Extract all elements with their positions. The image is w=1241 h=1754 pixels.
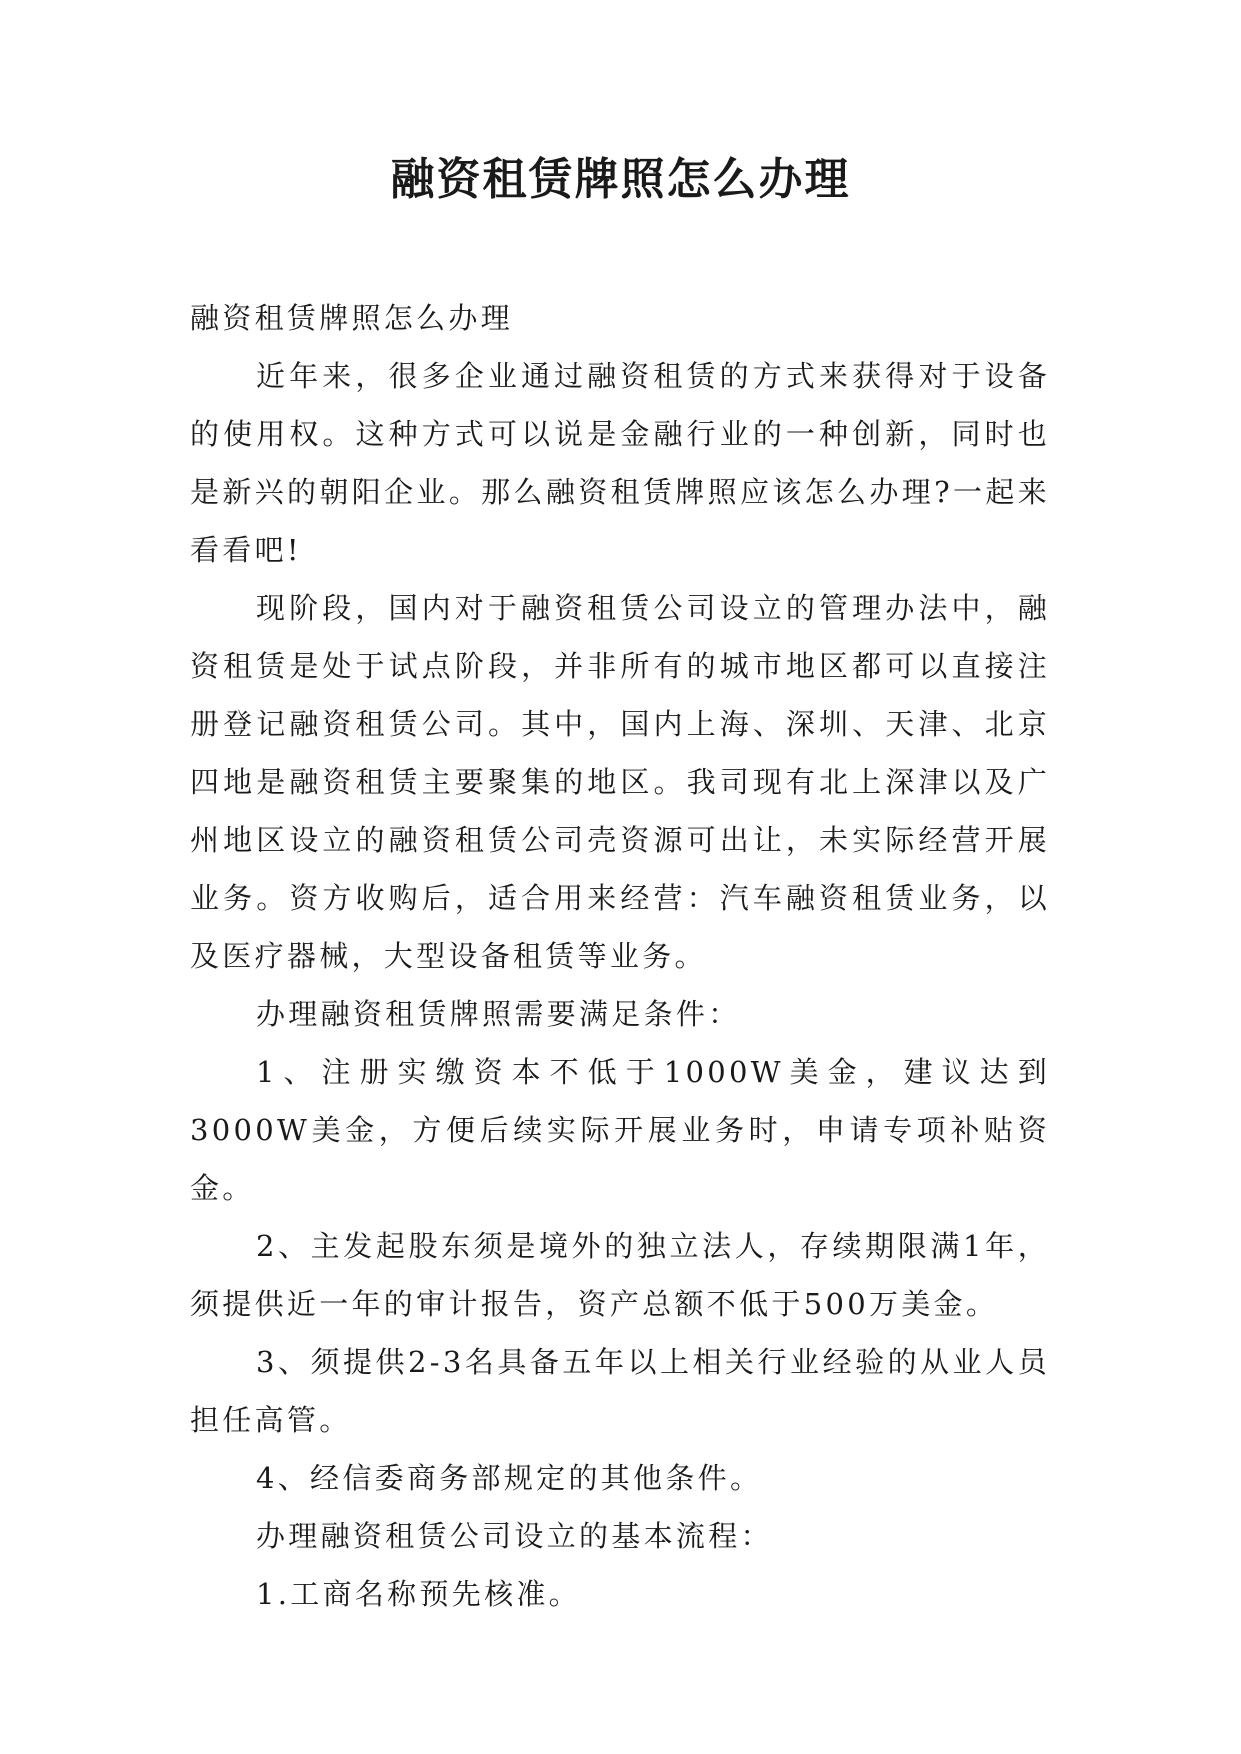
condition-item-4: 4、经信委商务部规定的其他条件。 xyxy=(256,1461,763,1495)
condition-item-2: 2、主发起股东须是境外的独立法人，存续期限满1年，须提供近一年的审计报告，资产总额不低于500万美金。 xyxy=(190,1229,1050,1321)
background-paragraph: 现阶段，国内对于融资租赁公司设立的管理办法中，融资租赁是处于试点阶段，并非所有的城市地区都可以直接注册登记融资租赁公司。其中，国内上海、深圳、天津、北京四地是融资租赁主要聚集的地区。我司现有北上深津以及广州地区设立的融资租赁公司壳资源可出让，未实际经营开展业务。资方收购后，适合用来经营：汽车融资租赁业务，以及医疗器械，大型设备租赁等业务。 xyxy=(190,591,1050,973)
process-heading: 办理融资租赁公司设立的基本流程： xyxy=(256,1519,773,1553)
intro-paragraph: 近年来，很多企业通过融资租赁的方式来获得对于设备的使用权。这种方式可以说是金融行业的一种创新，同时也是新兴的朝阳企业。那么融资租赁牌照应该怎么办理?一起来看看吧! xyxy=(190,359,1050,567)
condition-item-1: 1、注册实缴资本不低于1000W美金，建议达到3000W美金，方便后续实际开展业务时，申请专项补贴资金。 xyxy=(190,1055,1050,1205)
document-title: 融资租赁牌照怎么办理 xyxy=(390,154,851,205)
subtitle-paragraph: 融资租赁牌照怎么办理 xyxy=(190,301,514,335)
document-body xyxy=(190,289,1050,1623)
conditions-heading: 办理融资租赁牌照需要满足条件： xyxy=(256,997,741,1031)
process-step-1: 1.工商名称预先核准。 xyxy=(256,1577,581,1611)
condition-item-3: 3、须提供2-3名具备五年以上相关行业经验的从业人员担任高管。 xyxy=(190,1345,1050,1437)
